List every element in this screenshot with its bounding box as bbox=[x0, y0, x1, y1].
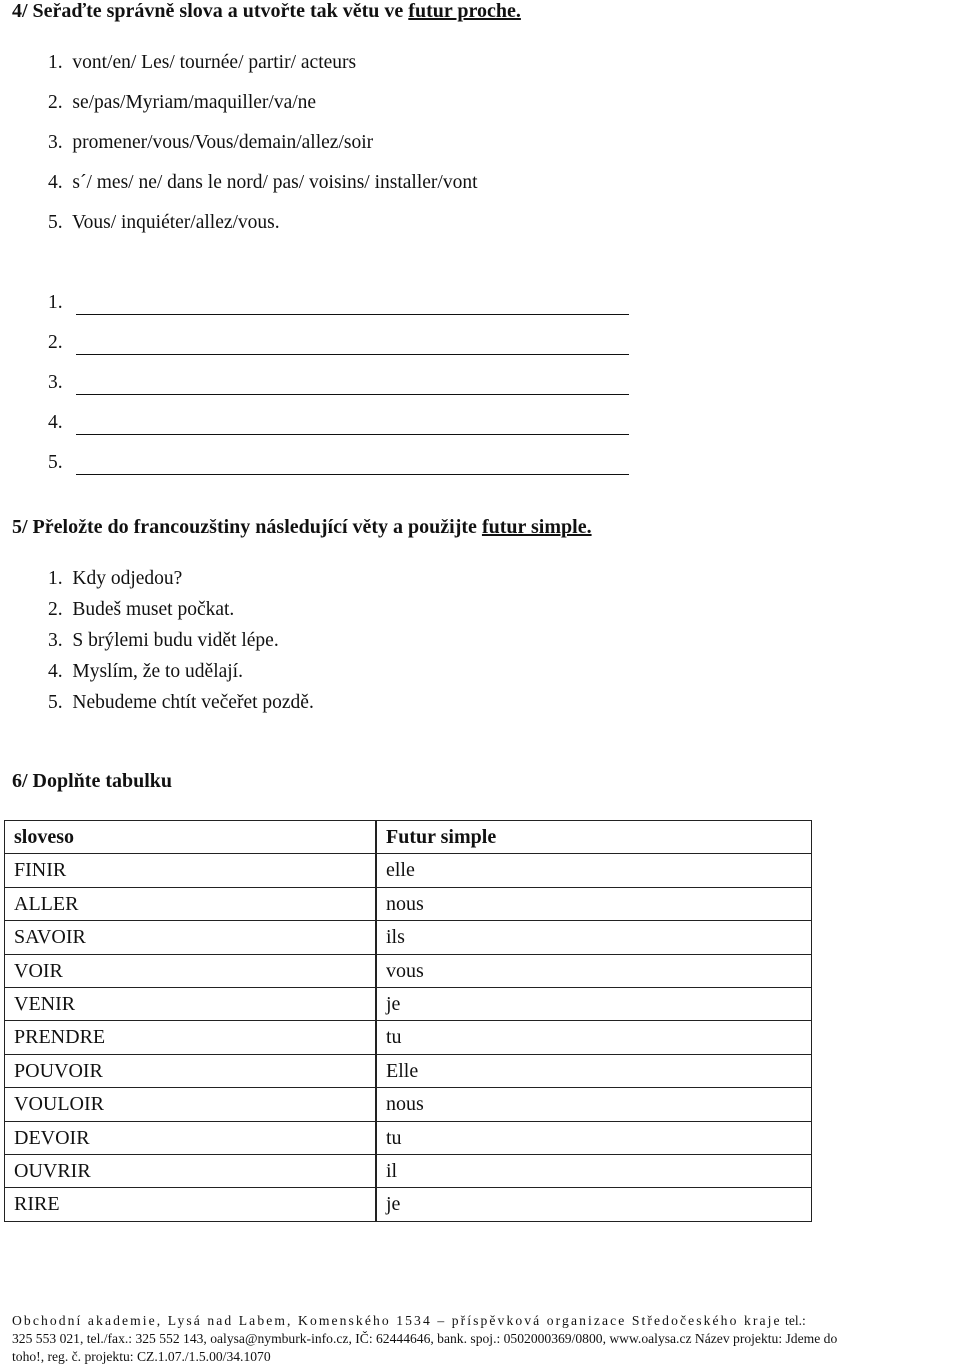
verb-cell: OUVRIR bbox=[5, 1155, 377, 1188]
subject-cell[interactable]: il bbox=[376, 1155, 812, 1188]
header-futur-simple: Futur simple bbox=[376, 821, 812, 854]
footer-line-3: toho!, reg. č. projektu: CZ.1.07./1.5.00/34.1070 bbox=[12, 1349, 271, 1364]
subject-cell[interactable]: je bbox=[376, 1188, 812, 1221]
answer-line-2-number: 2. bbox=[48, 332, 63, 353]
verb-cell: ALLER bbox=[5, 887, 377, 920]
subject-cell[interactable]: ils bbox=[376, 921, 812, 954]
answer-line-5[interactable] bbox=[76, 474, 629, 475]
verb-cell: POUVOIR bbox=[5, 1054, 377, 1087]
item-number: 5. bbox=[48, 692, 63, 713]
subject-cell[interactable]: nous bbox=[376, 887, 812, 920]
section4-title-link: futur proche. bbox=[408, 0, 521, 22]
verb-cell: DEVOIR bbox=[5, 1121, 377, 1154]
subject-cell[interactable]: vous bbox=[376, 954, 812, 987]
section4-item-1 bbox=[48, 52, 356, 74]
verb-cell: RIRE bbox=[5, 1188, 377, 1221]
item-text: promener/vous/Vous/demain/allez/soir bbox=[72, 132, 374, 153]
section5-item-1 bbox=[48, 568, 182, 590]
item-number: 5. bbox=[48, 212, 63, 233]
footer-line-2: 325 553 021, tel./fax.: 325 552 143, oalysa@nymburk-info.cz, IČ: 62444646, bank. spoj.: 0502000369/0800, www.oalysa.cz Název projektu: Jdeme do bbox=[12, 1331, 838, 1346]
page-footer bbox=[12, 1312, 958, 1366]
table-row bbox=[5, 1088, 812, 1121]
table-row bbox=[5, 988, 812, 1021]
answer-line-2[interactable] bbox=[76, 354, 629, 355]
item-text: Vous/ inquiéter/allez/vous. bbox=[72, 212, 280, 233]
section5-title-link: futur simple. bbox=[481, 516, 592, 538]
section5-item-2 bbox=[48, 599, 234, 621]
subject-cell[interactable]: Elle bbox=[376, 1054, 812, 1087]
section5-item-5 bbox=[48, 692, 314, 714]
verb-cell: VENIR bbox=[5, 988, 377, 1021]
section4-item-3 bbox=[48, 132, 373, 154]
verb-cell: VOIR bbox=[5, 954, 377, 987]
item-text: Nebudeme chtít večeřet pozdě. bbox=[72, 692, 314, 713]
subject-cell[interactable]: elle bbox=[376, 854, 812, 887]
section4-item-2 bbox=[48, 92, 316, 114]
item-number: 1. bbox=[48, 52, 63, 73]
table-row bbox=[5, 1155, 812, 1188]
item-number: 2. bbox=[48, 92, 63, 113]
item-text: vont/en/ Les/ tournée/ partir/ acteurs bbox=[72, 52, 357, 73]
footer-line-1 bbox=[12, 1312, 958, 1330]
item-text: Budeš muset počkat. bbox=[72, 599, 235, 620]
section4-title bbox=[12, 0, 521, 23]
item-number: 3. bbox=[48, 630, 63, 651]
answer-line-4[interactable] bbox=[76, 434, 629, 435]
subject-cell[interactable]: tu bbox=[376, 1121, 812, 1154]
table-row bbox=[5, 854, 812, 887]
subject-cell[interactable]: nous bbox=[376, 1088, 812, 1121]
answer-line-5-number: 5. bbox=[48, 452, 63, 473]
section5-title-prefix: 5/ Přeložte do francouzštiny následující věty a použijte bbox=[12, 516, 482, 538]
table-row bbox=[5, 1054, 812, 1087]
subject-cell[interactable]: tu bbox=[376, 1021, 812, 1054]
section5-item-4 bbox=[48, 661, 243, 683]
subject-cell[interactable]: je bbox=[376, 988, 812, 1021]
section4-item-4 bbox=[48, 172, 478, 194]
item-number: 4. bbox=[48, 661, 63, 682]
table-row bbox=[5, 921, 812, 954]
verb-cell: PRENDRE bbox=[5, 1021, 377, 1054]
verb-cell: FINIR bbox=[5, 854, 377, 887]
verb-cell: VOULOIR bbox=[5, 1088, 377, 1121]
section5-item-3 bbox=[48, 630, 279, 652]
footer-organization: Obchodní akademie, Lysá nad Labem, Komenského 1534 – příspěvková organizace Středočeského kraje bbox=[12, 1313, 782, 1328]
section4-item-5 bbox=[48, 212, 280, 234]
footer-tel-label: tel.: bbox=[781, 1313, 806, 1328]
table-row bbox=[5, 954, 812, 987]
answer-line-4-number: 4. bbox=[48, 412, 63, 433]
header-verb: sloveso bbox=[5, 821, 377, 854]
answer-line-3-number: 3. bbox=[48, 372, 63, 393]
answer-line-3[interactable] bbox=[76, 394, 629, 395]
table-row bbox=[5, 887, 812, 920]
section5-title bbox=[12, 516, 592, 539]
item-text: Myslím, že to udělají. bbox=[72, 661, 243, 682]
verb-cell: SAVOIR bbox=[5, 921, 377, 954]
table-header-row bbox=[5, 821, 812, 854]
item-number: 2. bbox=[48, 599, 63, 620]
item-text: S brýlemi budu vidět lépe. bbox=[72, 630, 279, 651]
item-number: 1. bbox=[48, 568, 63, 589]
table-row bbox=[5, 1121, 812, 1154]
table-row bbox=[5, 1188, 812, 1221]
verb-table bbox=[4, 820, 812, 1222]
answer-line-1[interactable] bbox=[76, 314, 629, 315]
item-text: Kdy odjedou? bbox=[72, 568, 183, 589]
table-row bbox=[5, 1021, 812, 1054]
item-text: se/pas/Myriam/maquiller/va/ne bbox=[72, 92, 317, 113]
item-text: s´/ mes/ ne/ dans le nord/ pas/ voisins/ installer/vont bbox=[72, 172, 478, 193]
answer-line-1-number: 1. bbox=[48, 292, 63, 313]
section6-title: 6/ Doplňte tabulku bbox=[12, 770, 173, 792]
item-number: 3. bbox=[48, 132, 63, 153]
section4-title-prefix: 4/ Seřaďte správně slova a utvořte tak větu ve bbox=[12, 0, 409, 22]
item-number: 4. bbox=[48, 172, 63, 193]
